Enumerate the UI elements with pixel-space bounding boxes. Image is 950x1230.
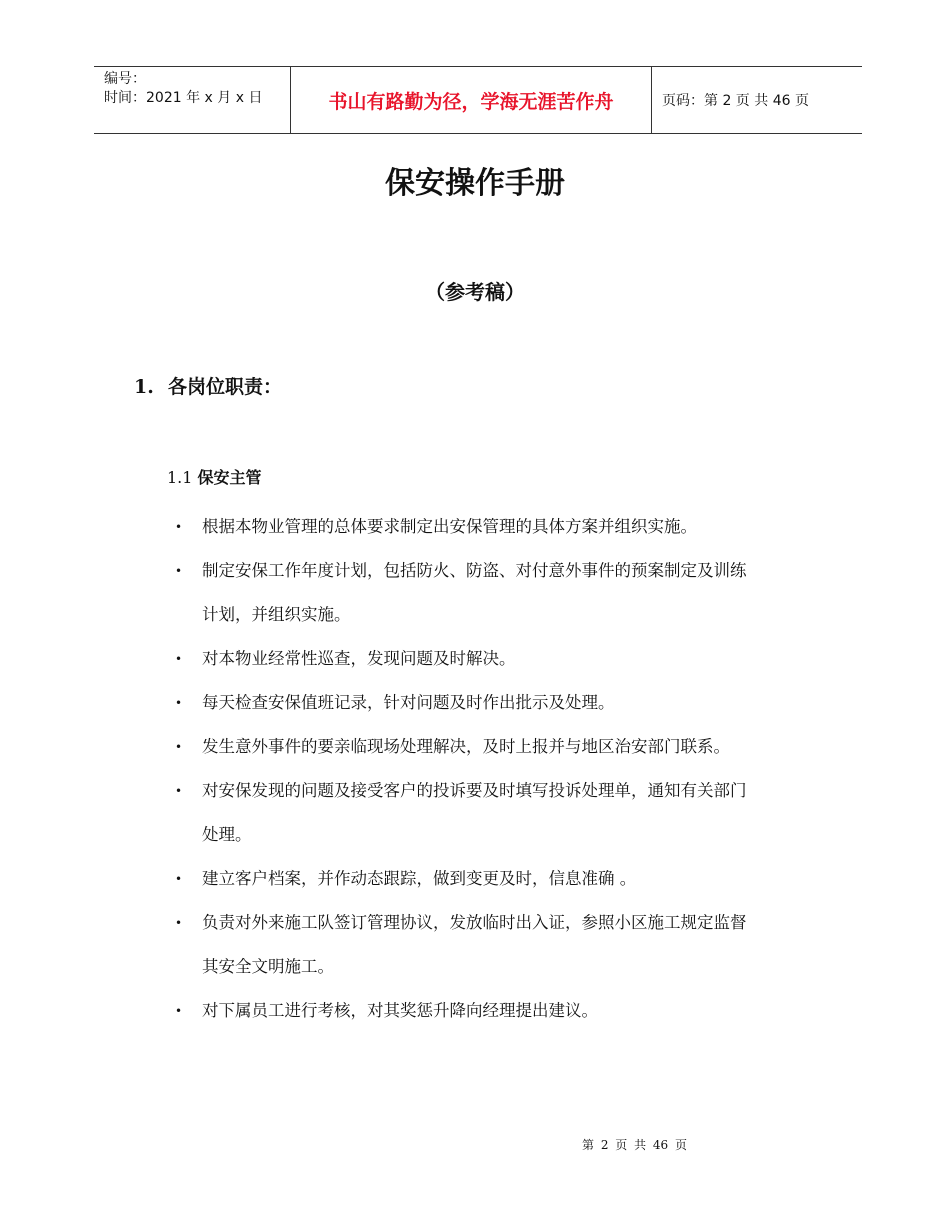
subsection-number: 1.1 bbox=[167, 468, 193, 487]
bullet-icon: • bbox=[175, 784, 183, 798]
bullet-icon: • bbox=[175, 652, 183, 666]
bullet-icon: • bbox=[175, 740, 183, 754]
bullet-icon: • bbox=[175, 564, 183, 578]
subsection-heading bbox=[167, 465, 262, 488]
list-item-line: 建立客户档案，并作动态跟踪，做到变更及时，信息准确 。 bbox=[202, 869, 637, 888]
list-item bbox=[175, 505, 825, 549]
header-meta bbox=[94, 67, 290, 133]
list-item bbox=[175, 769, 825, 857]
bullet-icon: • bbox=[175, 520, 183, 534]
list-item-line: 负责对外来施工队签订管理协议，发放临时出入证，参照小区施工规定监督 bbox=[202, 913, 747, 932]
bullet-icon: • bbox=[175, 1004, 183, 1018]
bullet-icon: • bbox=[175, 872, 183, 886]
page-footer: 第 2 页 共 46 页 bbox=[582, 1138, 687, 1152]
list-item bbox=[175, 989, 825, 1033]
section-heading bbox=[134, 372, 282, 399]
list-item-line: 其安全文明施工。 bbox=[202, 957, 334, 976]
list-item-line: 对安保发现的问题及接受客户的投诉要及时填写投诉处理单，通知有关部门 bbox=[202, 781, 747, 800]
list-item bbox=[175, 681, 825, 725]
list-item bbox=[175, 857, 825, 901]
list-item-line: 发生意外事件的要亲临现场处理解决，及时上报并与地区治安部门联系。 bbox=[202, 737, 730, 756]
header-motto: 书山有路勤为径，学海无涯苦作舟 bbox=[290, 67, 652, 133]
list-item bbox=[175, 637, 825, 681]
list-item-line: 对本物业经常性巡查，发现问题及时解决。 bbox=[202, 649, 516, 668]
document-number-label: 编号： bbox=[104, 71, 146, 87]
list-item-line: 制定安保工作年度计划，包括防火、防盗、对付意外事件的预案制定及训练 bbox=[202, 561, 747, 580]
list-item bbox=[175, 549, 825, 637]
list-item-line: 对下属员工进行考核，对其奖惩升降向经理提出建议。 bbox=[202, 1001, 598, 1020]
document-subtitle: （参考稿） bbox=[425, 280, 525, 304]
list-item bbox=[175, 725, 825, 769]
list-item bbox=[175, 901, 825, 989]
document-title: 保安操作手册 bbox=[385, 166, 565, 201]
section-number: 1. bbox=[134, 376, 154, 398]
page-header bbox=[94, 66, 862, 134]
bullet-icon: • bbox=[175, 696, 183, 710]
bullet-icon: • bbox=[175, 916, 183, 930]
subsection-title: 保安主管 bbox=[197, 468, 262, 487]
header-page-info: 页码：第 2 页 共 46 页 bbox=[662, 93, 809, 109]
list-item-line: 处理。 bbox=[202, 825, 252, 844]
list-item-line: 根据本物业管理的总体要求制定出安保管理的具体方案并组织实施。 bbox=[202, 517, 697, 536]
section-title: 各岗位职责： bbox=[168, 376, 283, 398]
list-item-line: 计划，并组织实施。 bbox=[202, 605, 351, 624]
duty-list bbox=[175, 505, 825, 1033]
document-time: 时间：2021 年 x 月 x 日 bbox=[104, 90, 263, 106]
list-item-line: 每天检查安保值班记录，针对问题及时作出批示及处理。 bbox=[202, 693, 615, 712]
